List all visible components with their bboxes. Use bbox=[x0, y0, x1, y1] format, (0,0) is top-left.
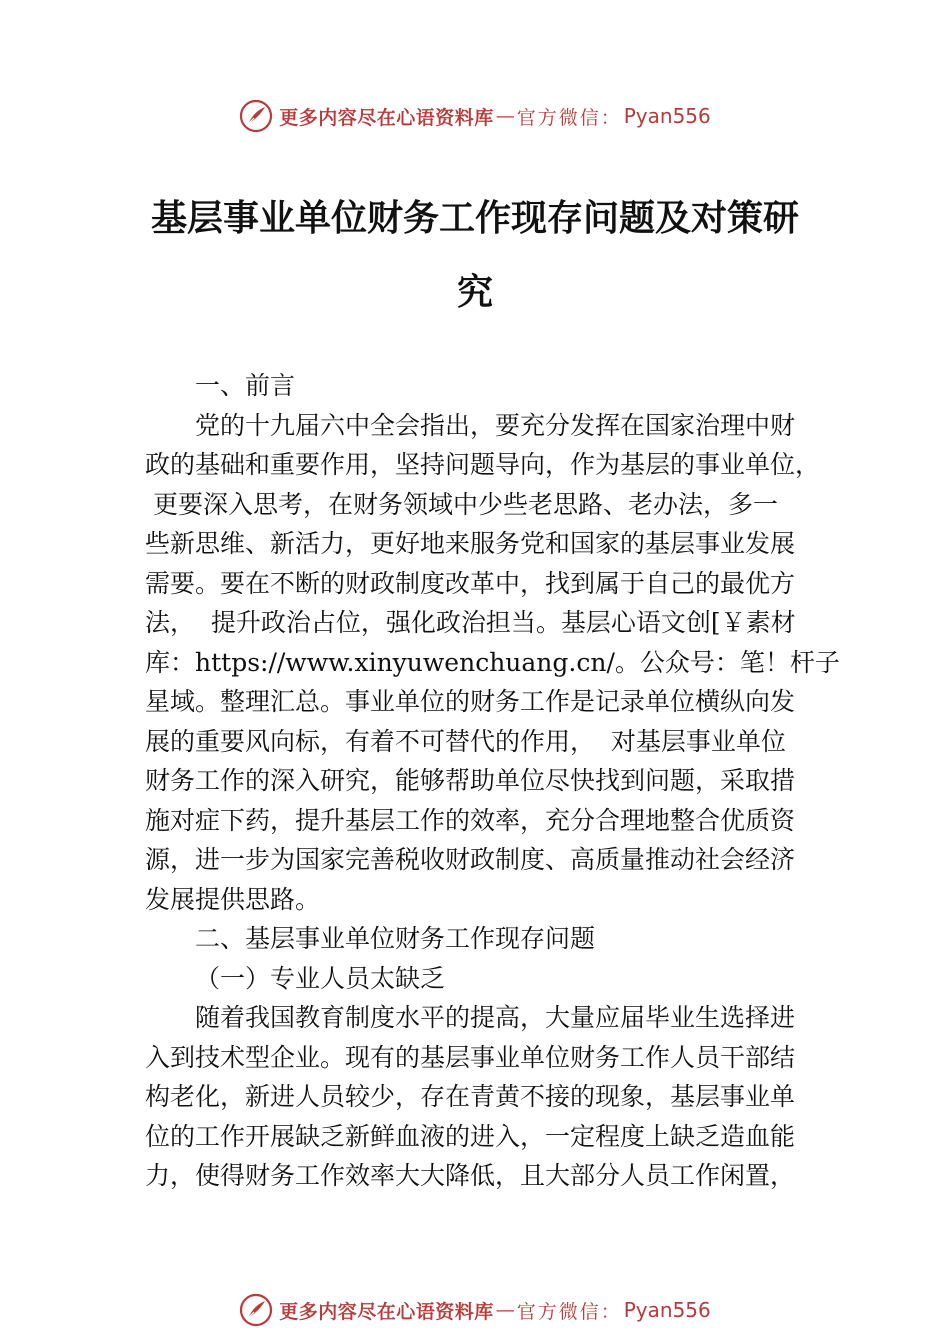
paragraph-line: 发展提供思路。 bbox=[145, 884, 321, 914]
banner-wechat-label: 官方微信： bbox=[516, 106, 622, 129]
document-title-line-1: 基层事业单位财务工作现存问题及对策研 bbox=[150, 197, 799, 239]
paragraph-line: 源，进一步为国家完善税收财政制度、高质量推动社会经济 bbox=[145, 845, 796, 874]
banner-dash: — bbox=[495, 105, 515, 127]
quill-logo-icon bbox=[239, 1293, 273, 1327]
paragraph-line: 财务工作的深入研究，能够帮助单位尽快找到问题，采取措 bbox=[145, 766, 796, 795]
paragraph-line: 展的重要风向标，有着不可替代的作用， 对基层事业单位 bbox=[145, 726, 786, 756]
subsection-heading-staff: （一）专业人员太缺乏 bbox=[195, 963, 446, 993]
paragraph-line: 更要深入思考，在财务领域中少些老思路、老办法，多一 bbox=[145, 489, 778, 519]
paragraph-line: 构老化，新进人员较少，存在青黄不接的现象，基层事业单 bbox=[145, 1082, 796, 1111]
section-heading-preface: 一、前言 bbox=[195, 371, 296, 400]
footer-watermark-banner bbox=[0, 1290, 950, 1330]
banner-wechat-id: Pyan556 bbox=[623, 1298, 711, 1322]
quill-logo-icon bbox=[239, 99, 273, 133]
paragraph-line: 位的工作开展缺乏新鲜血液的进入，一定程度上缺乏造血能 bbox=[145, 1121, 796, 1151]
header-watermark-banner bbox=[0, 96, 950, 136]
paragraph-line: 党的十九届六中全会指出，要充分发挥在国家治理中财 bbox=[195, 410, 796, 440]
document-title-line-2: 究 bbox=[456, 271, 493, 313]
banner-wechat-id: Pyan556 bbox=[623, 104, 711, 128]
paragraph-line: 政的基础和重要作用，坚持问题导向，作为基层的事业单位， bbox=[145, 450, 821, 479]
paragraph-line: 施对症下药，提升基层工作的效率，充分合理地整合优质资 bbox=[145, 805, 796, 835]
paragraph-line: 库：https://www.xinyuwenchuang.cn/。公众号：笔！杆子 bbox=[145, 647, 840, 677]
banner-library-name: 更多内容尽在心语资料库 bbox=[279, 1300, 494, 1323]
paragraph-line: 星域。整理汇总。事业单位的财务工作是记录单位横纵向发 bbox=[145, 687, 796, 716]
paragraph-line: 力，使得财务工作效率大大降低，且大部分人员工作闲置， bbox=[145, 1161, 796, 1190]
paragraph-line: 随着我国教育制度水平的提高，大量应届毕业生选择进 bbox=[195, 1003, 796, 1032]
paragraph-line: 入到技术型企业。现有的基层事业单位财务工作人员干部结 bbox=[145, 1042, 796, 1072]
banner-dash: — bbox=[495, 1299, 515, 1321]
paragraph-line: 些新思维、新活力，更好地来服务党和国家的基层事业发展 bbox=[145, 529, 796, 558]
banner-library-name: 更多内容尽在心语资料库 bbox=[279, 106, 494, 129]
banner-wechat-label: 官方微信： bbox=[516, 1300, 622, 1323]
document-body bbox=[145, 366, 840, 1196]
paragraph-line: 法， 提升政治占位，强化政治担当。基层心语文创[￥素材 bbox=[145, 608, 796, 637]
section-heading-problems: 二、基层事业单位财务工作现存问题 bbox=[195, 924, 596, 953]
paragraph-line: 需要。要在不断的财政制度改革中，找到属于自己的最优方 bbox=[145, 568, 796, 598]
